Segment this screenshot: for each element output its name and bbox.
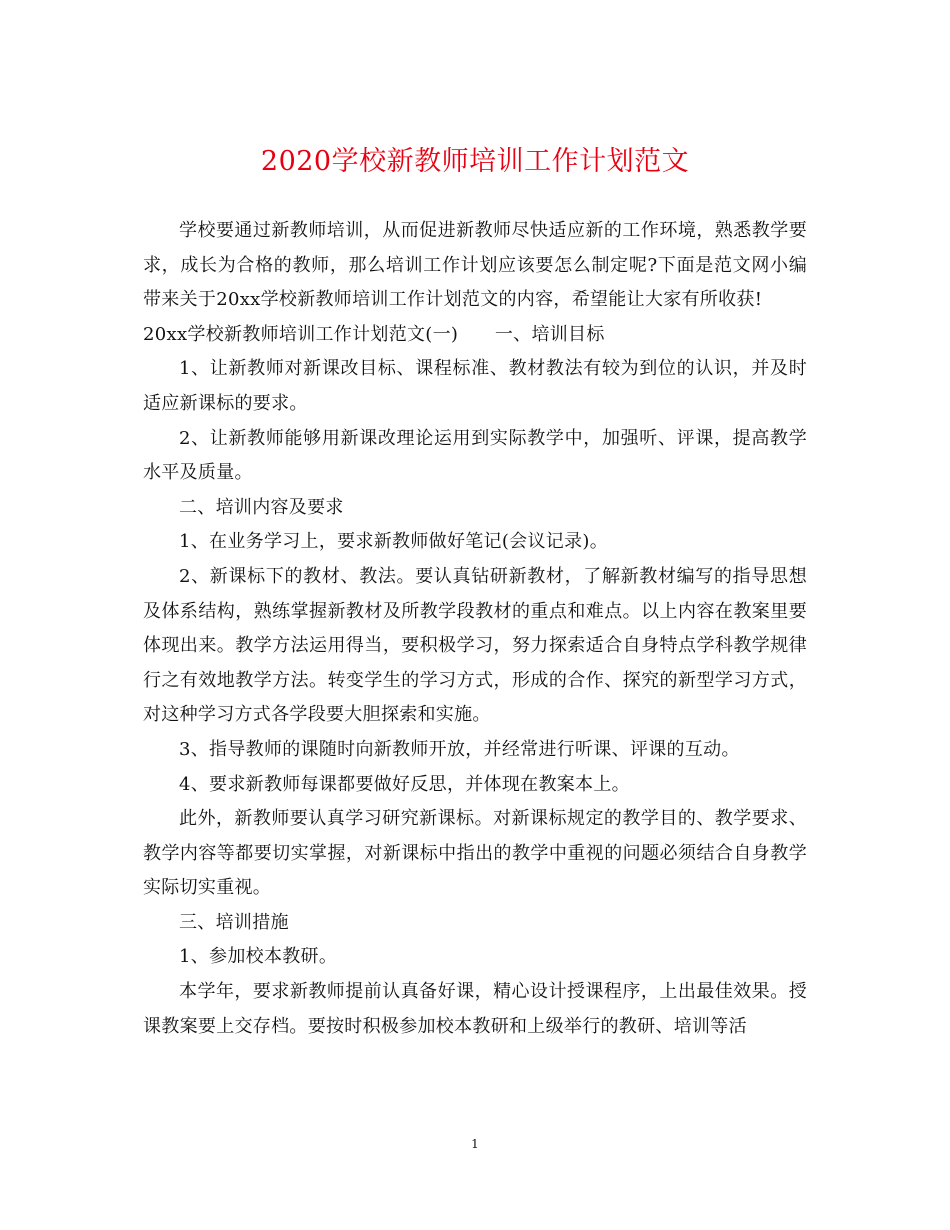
body-paragraph: 三、培训措施 xyxy=(179,911,289,933)
body-paragraph: 二、培训内容及要求 xyxy=(179,496,344,518)
body-paragraph: 1、参加校本教研。 xyxy=(179,946,338,968)
body-paragraph: 本学年，要求新教师提前认真备好课，精心设计授课程序，上出最佳效果。授课教案要上交存档。要按时积极参加校本教研和上级举行的教研、培训等活 xyxy=(143,981,807,1037)
body-paragraph: 1、让新教师对新课改目标、课程标准、教材教法有较为到位的认识，并及时适应新课标的要求。 xyxy=(143,358,807,414)
body-paragraph: 2、新课标下的教材、教法。要认真钻研新教材，了解新教材编写的指导思想及体系结构，熟练掌握新教材及所教学段教材的重点和难点。以上内容在教案里要体现出来。教学方法运用得当，要积极学习，努力探索适合自身特点学科教学规律行之有效地教学方法。转变学生的学习方式，形成的合作、探究的新型学习方式，对这种学习方式各学段要大胆探索和实施。 xyxy=(143,565,807,726)
body-paragraph: 1、在业务学习上，要求新教师做好笔记(会议记录)。 xyxy=(179,531,608,553)
page-number: 1 xyxy=(471,1137,479,1151)
body-paragraph: 4、要求新教师每课都要做好反思，并体现在教案本上。 xyxy=(179,773,630,795)
document-body xyxy=(143,214,807,1044)
body-paragraph: 此外，新教师要认真学习研究新课标。对新课标规定的教学目的、教学要求、教学内容等都要切实掌握，对新课标中指出的教学中重视的问题必须结合自身教学实际切实重视。 xyxy=(143,808,807,899)
body-paragraph: 3、指导教师的课随时向新教师开放，并经常进行听课、评课的互动。 xyxy=(179,738,740,760)
body-paragraph: 20xx学校新教师培训工作计划范文(一) 一、培训目标 xyxy=(143,323,605,345)
document-title: 2020学校新教师培训工作计划范文 xyxy=(260,146,690,177)
body-paragraph: 学校要通过新教师培训，从而促进新教师尽快适应新的工作环境，熟悉教学要求，成长为合格的教师，那么培训工作计划应该要怎么制定呢?下面是范文网小编带来关于20xx学校新教师培训工作计划范文的内容，希望能让大家有所收获! xyxy=(143,220,807,311)
body-paragraph: 2、让新教师能够用新课改理论运用到实际教学中，加强听、评课，提高教学水平及质量。 xyxy=(143,427,807,484)
